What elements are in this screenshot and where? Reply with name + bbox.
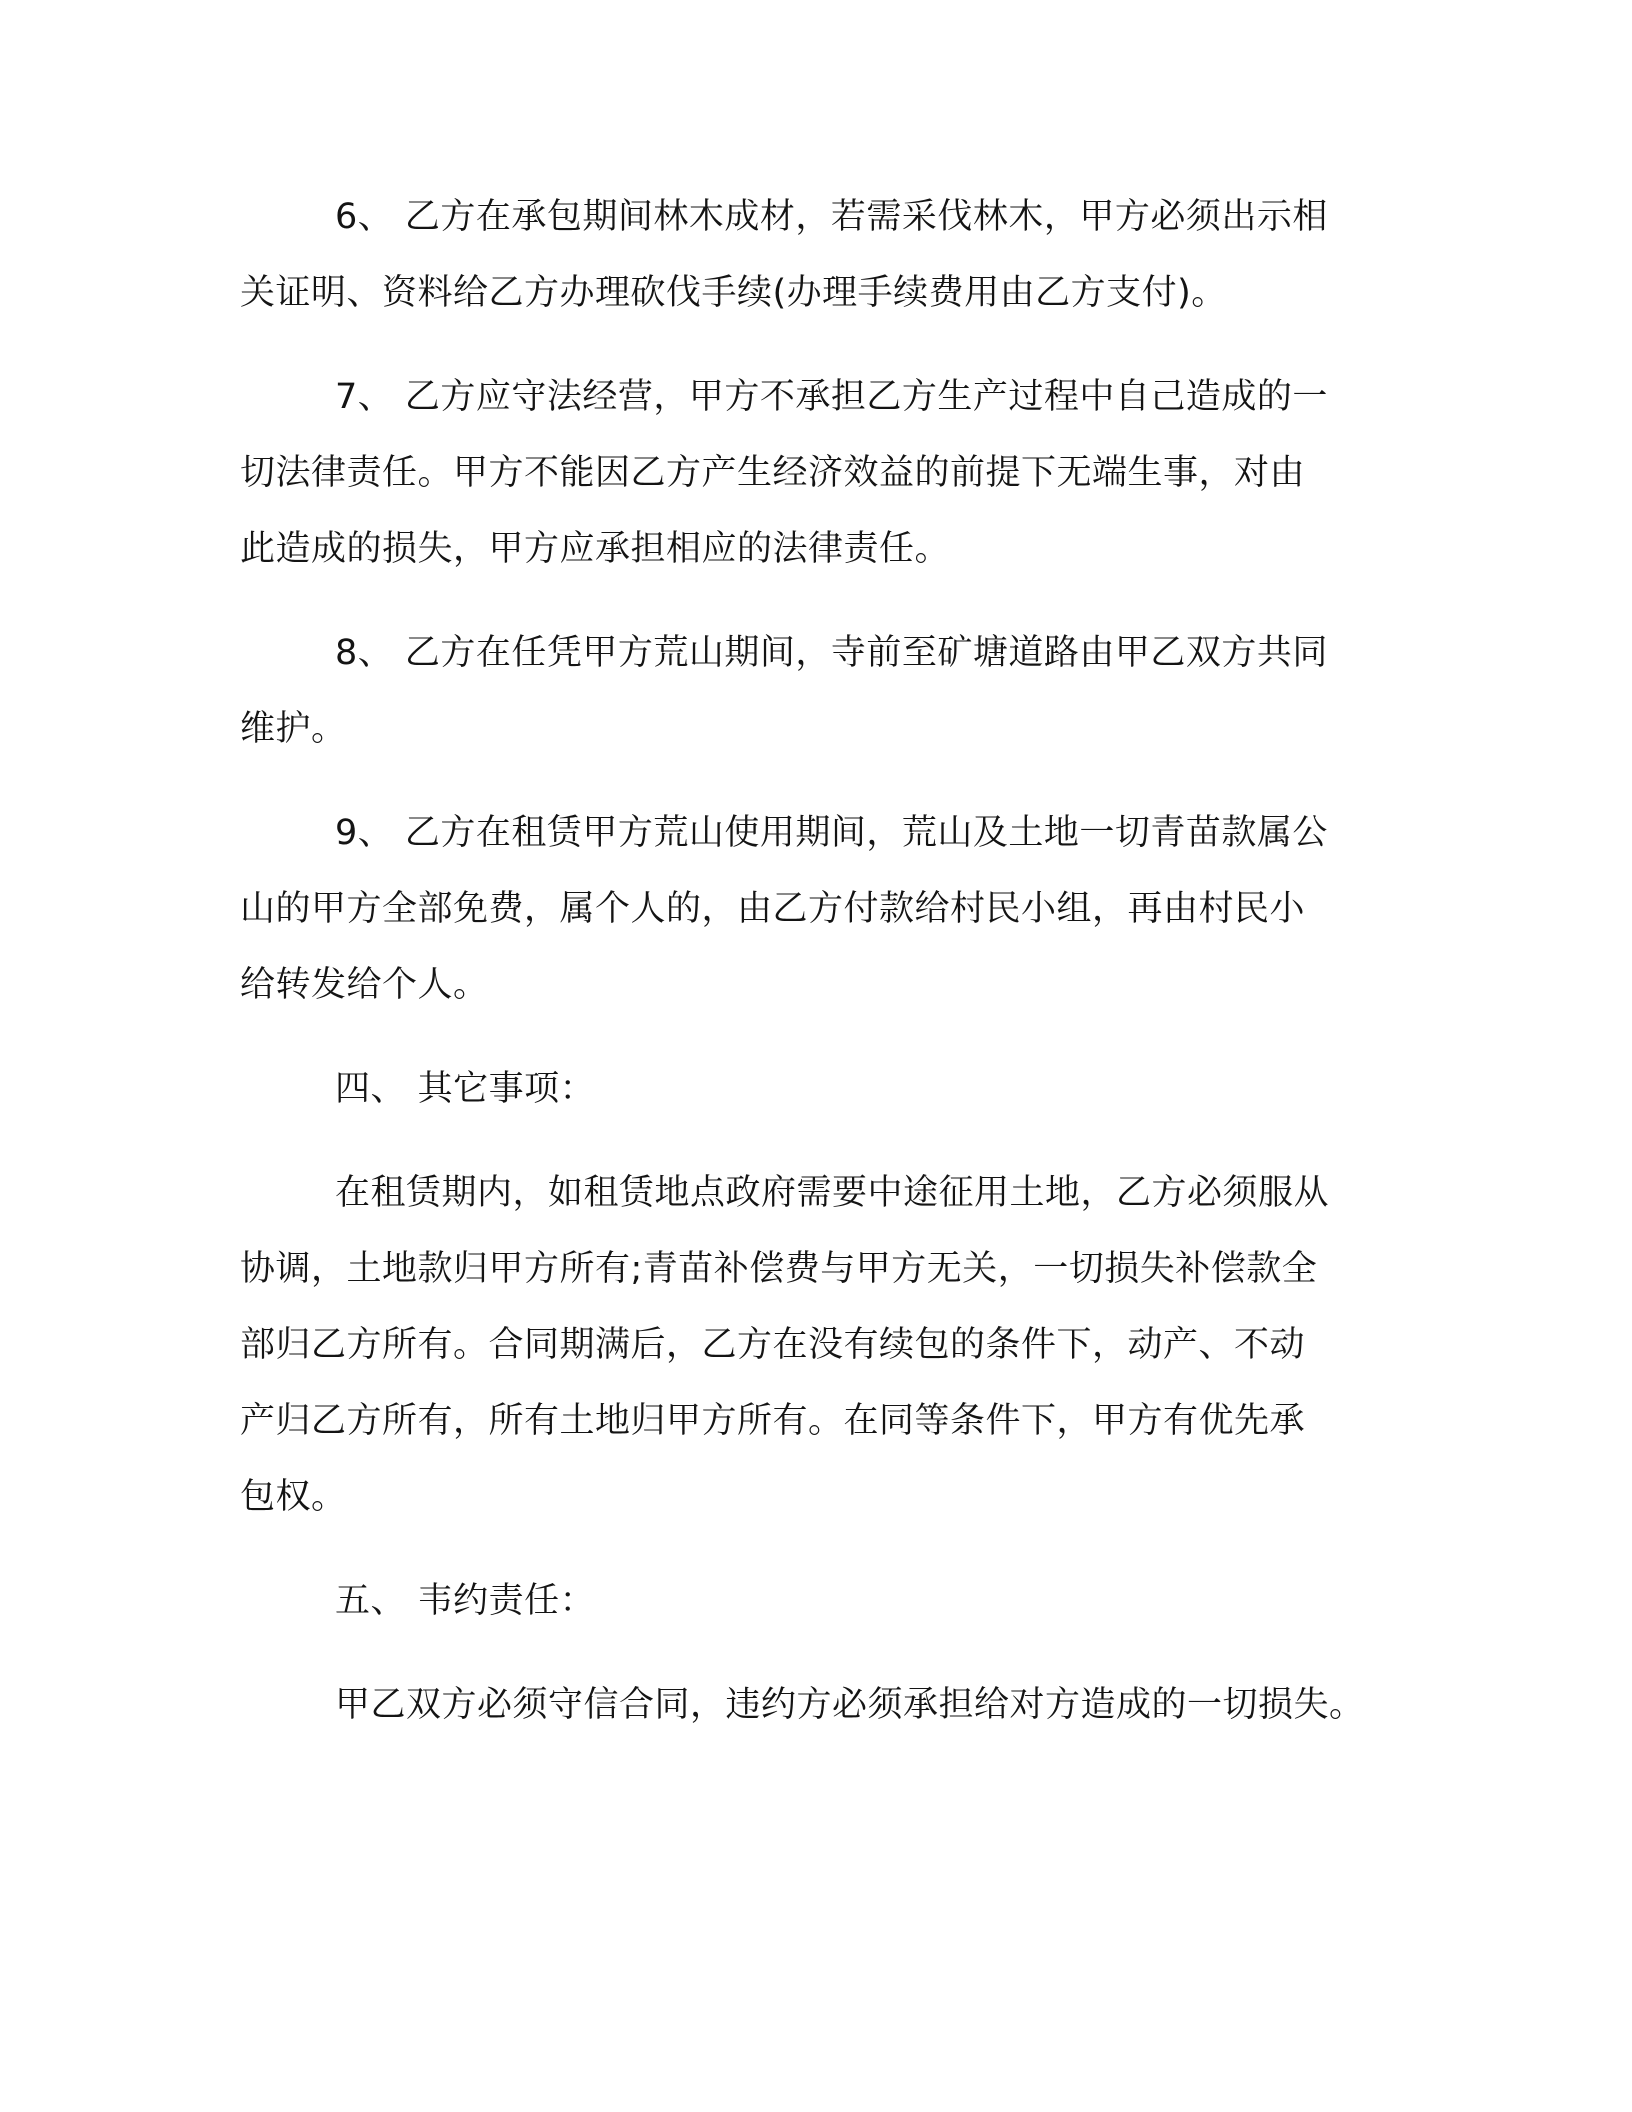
text-line: 协调，土地款归甲方所有;青苗补偿费与甲方无关，一切损失补偿款全 <box>240 1249 1318 1289</box>
section-heading: 五、 韦约责任： <box>335 1581 596 1621</box>
text-line: 在租赁期内，如租赁地点政府需要中途征用土地，乙方必须服从 <box>335 1173 1330 1213</box>
text-line: 此造成的损失，甲方应承担相应的法律责任。 <box>240 529 951 569</box>
section-heading: 四、 其它事项： <box>335 1069 596 1109</box>
text-line: 关证明、资料给乙方办理砍伐手续(办理手续费用由乙方支付)。 <box>240 273 1227 313</box>
text-line: 维护。 <box>240 709 347 749</box>
text-line: 给转发给个人。 <box>240 965 489 1005</box>
text-line: 切法律责任。甲方不能因乙方产生经济效益的前提下无端生事，对由 <box>240 453 1306 493</box>
text-line: 山的甲方全部免费，属个人的，由乙方付款给村民小组，再由村民小 <box>240 889 1306 929</box>
text-line: 甲乙双方必须守信合同，违约方必须承担给对方造成的一切损失。 <box>335 1685 1365 1725</box>
text-line: 9、 乙方在租赁甲方荒山使用期间，荒山及土地一切青苗款属公 <box>335 813 1328 853</box>
text-line: 包权。 <box>240 1477 347 1517</box>
text-line: 8、 乙方在任凭甲方荒山期间，寺前至矿塘道路由甲乙双方共同 <box>335 633 1328 673</box>
text-line: 6、 乙方在承包期间林木成材，若需采伐林木，甲方必须出示相 <box>335 197 1328 237</box>
text-line: 7、 乙方应守法经营，甲方不承担乙方生产过程中自己造成的一 <box>335 377 1328 417</box>
text-line: 产归乙方所有，所有土地归甲方所有。在同等条件下，甲方有优先承 <box>240 1401 1306 1441</box>
text-line: 部归乙方所有。合同期满后，乙方在没有续包的条件下，动产、不动 <box>240 1325 1306 1365</box>
